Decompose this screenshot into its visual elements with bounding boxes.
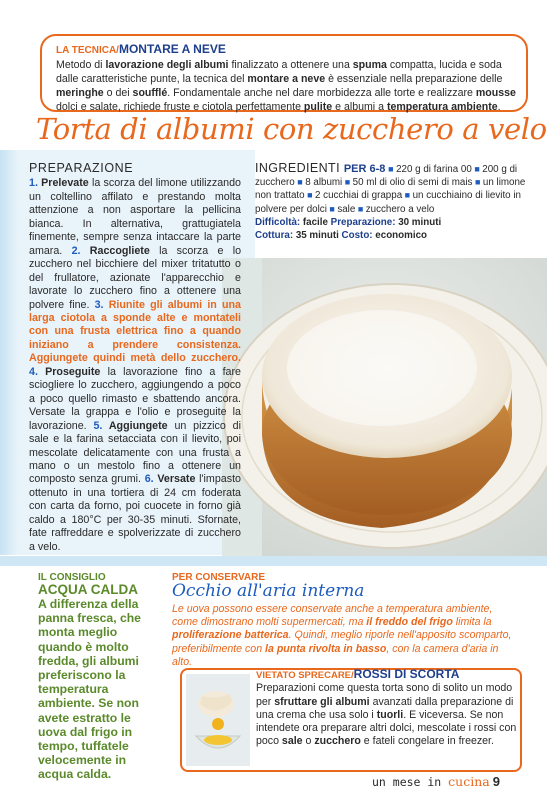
cook-time-value: 35 minuti bbox=[293, 230, 339, 242]
technique-kicker: LA TECNICA/ bbox=[56, 45, 119, 56]
difficulty-label: Difficoltà: bbox=[255, 216, 301, 228]
technique-run: finalizzato a ottenere una bbox=[228, 59, 353, 71]
preparation-run: 2. bbox=[71, 244, 90, 257]
recipe-meta bbox=[255, 216, 527, 242]
waste-run: o bbox=[302, 735, 315, 748]
preparation-run: Prelevate bbox=[41, 177, 89, 190]
technique-run: soufflé bbox=[132, 87, 168, 99]
ingredient-item: un limone non trattato bbox=[255, 177, 526, 202]
bullet-icon: ■ bbox=[472, 177, 483, 188]
preparation-run: Proseguite bbox=[45, 365, 101, 378]
storage-run: il freddo del frigo bbox=[366, 616, 453, 629]
tip-title: ACQUA CALDA bbox=[38, 582, 138, 597]
preparation-run: Riunite gli albumi in una larga ciotola a sponde alte e montateli con una frusta elettrica fino a quando iniziano a prendere consistenza. Aggiungete quindi metà dello zucchero. bbox=[29, 298, 241, 365]
preparation-section bbox=[29, 162, 241, 554]
preparation-run: un pizzico di sale e la farina setacciata con il lievito, poi mescolate delicatamente con una frusta a mano o un mestolo fino a ottenere un composto senza grumi. bbox=[29, 419, 241, 486]
ingredient-item: 220 g di farina 00 bbox=[396, 164, 472, 175]
waste-run: tuorli bbox=[376, 708, 404, 721]
technique-run: meringhe bbox=[56, 87, 104, 99]
waste-run: sfruttare gli albumi bbox=[274, 695, 370, 708]
technique-run: compatta, lucida e soda dalle caratteristiche punte, la tecnica del bbox=[56, 59, 502, 85]
bullet-icon: ■ bbox=[326, 203, 338, 214]
preparation-run: 1. bbox=[29, 177, 42, 190]
waste-run: avanzati dalla preparazione di una crema che usa solo i bbox=[256, 695, 514, 721]
cake-photo bbox=[222, 258, 547, 556]
waste-run: zucchero bbox=[314, 735, 361, 748]
technique-run: mousse bbox=[475, 87, 516, 99]
preparation-run: la scorza del limone utilizzando un coltellino affilato e prestando molta attenzione a non asportare la pellicina bianca. In alternativa, grattugiatela finemente, sempre senza intaccare la parte amara. bbox=[29, 177, 241, 257]
storage-section bbox=[172, 572, 512, 669]
waste-run: Preparazioni come questa torta sono di solito un modo per bbox=[256, 682, 513, 708]
tip-section bbox=[38, 572, 156, 782]
bullet-icon: ■ bbox=[355, 203, 366, 214]
page-footer bbox=[372, 774, 500, 789]
preparation-run: 4. bbox=[29, 365, 46, 378]
storage-body bbox=[172, 603, 512, 669]
technique-run: Metodo di bbox=[56, 59, 106, 71]
ingredients-section bbox=[255, 162, 527, 242]
servings: PER 6-8 bbox=[343, 163, 386, 175]
technique-run: pulite bbox=[303, 101, 333, 113]
preparation-run: Aggiungete bbox=[108, 419, 168, 432]
technique-box bbox=[40, 34, 528, 112]
technique-run: montare a neve bbox=[247, 73, 326, 85]
magazine-name: cucina bbox=[448, 774, 490, 789]
bullet-icon: ■ bbox=[342, 177, 353, 188]
storage-run: , con la camera d'aria in alto. bbox=[172, 642, 499, 668]
prep-time-value: 30 minuti bbox=[395, 216, 442, 228]
cost-label: Costo: bbox=[338, 230, 373, 242]
waste-body bbox=[256, 682, 516, 747]
waste-kicker: VIETATO SPRECARE/ bbox=[256, 670, 354, 681]
egg-photo bbox=[186, 674, 250, 766]
divider-bar bbox=[0, 556, 547, 566]
waste-run: sale bbox=[281, 735, 303, 748]
tip-body: A differenza della panna fresca, che monta meglio quando è molto fredda, gli albumi preferiscono la temperatura ambiente. Se non avete estratto le uova dal frigo in tempo, tuffatele velocemente in acqua calda. bbox=[38, 597, 141, 782]
waste-section bbox=[256, 668, 518, 749]
technique-run: . Fondamentale anche nel dare morbidezza alle torte e realizzare bbox=[167, 87, 476, 99]
bullet-icon: ■ bbox=[471, 164, 483, 174]
storage-run: limita la bbox=[452, 616, 492, 629]
technique-run: e albumi a bbox=[332, 101, 387, 113]
bullet-icon: ■ bbox=[402, 190, 413, 201]
waste-title: ROSSI DI SCORTA bbox=[353, 667, 460, 681]
recipe-title: Torta di albumi con zucchero a velo bbox=[36, 112, 547, 146]
waste-run: . E viceversa. Se non intendete ora preparare altri dolci, mescolate i rossi con poco bbox=[256, 708, 517, 748]
ingredient-item: 2 cucchiai di grappa bbox=[315, 190, 403, 202]
bullet-icon: ■ bbox=[294, 177, 306, 188]
page-number: 9 bbox=[492, 774, 500, 789]
preparation-run: 5. bbox=[93, 419, 109, 432]
technique-run: spuma bbox=[352, 59, 387, 71]
preparation-run: la scorza e lo zucchero nel bicchiere del mixer tritatutto o del frullatore, azionate l'apparecchio e lavorate lo zucchero fino a ottenere una polvere fine. bbox=[29, 244, 242, 311]
technique-run: lavorazione degli albumi bbox=[105, 59, 229, 71]
technique-run: . bbox=[497, 101, 501, 113]
preparation-run: la lavorazione fino a fare sciogliere lo zucchero, aggiungendo a poco a poco quello rimasto e sbattendo ancora. Versate la grappa e l'olio e proseguite la lavorazione. bbox=[29, 365, 241, 432]
technique-run: temperatura ambiente bbox=[386, 101, 498, 113]
ingredients-list bbox=[255, 162, 527, 216]
ingredient-item: zucchero a velo bbox=[365, 203, 435, 215]
ingredient-item: un cucchiaino di lievito in polvere per dolci bbox=[255, 190, 521, 215]
cost-value: economico bbox=[372, 230, 428, 242]
preparation-run: 3. bbox=[94, 298, 109, 311]
technique-text bbox=[56, 59, 516, 113]
difficulty-value: facile bbox=[300, 216, 328, 228]
tip-kicker: IL CONSIGLIO bbox=[38, 572, 106, 583]
technique-title: MONTARE A NEVE bbox=[118, 42, 226, 56]
storage-kicker: PER CONSERVARE bbox=[172, 572, 265, 583]
storage-run: Le uova possono essere conservate anche a temperatura ambiente, come dimostrano molti supermercati, ma bbox=[172, 603, 493, 629]
preparation-run: 6. bbox=[144, 473, 158, 486]
preparation-heading: PREPARAZIONE bbox=[29, 161, 134, 175]
cook-time-label: Cottura: bbox=[255, 230, 294, 242]
ingredient-item: 50 ml di olio di semi di mais bbox=[352, 177, 473, 189]
preparation-run: l'impasto ottenuto in una tortiera di 24 cm foderata con carta da forno, poi cuocete in forno già caldo a 180°C per 30-35 minuti. Sfornate, fate raffreddare e spolverizzate di zucchero a velo. bbox=[29, 473, 241, 553]
storage-run: . Quindi, meglio riporle nell'apposito scomparto, preferibilmente con bbox=[172, 629, 512, 655]
storage-run: la punta rivolta in basso bbox=[265, 642, 387, 655]
bullet-icon: ■ bbox=[304, 190, 316, 201]
technique-run: o dei bbox=[103, 87, 133, 99]
preparation-text bbox=[29, 177, 241, 554]
prep-time-label: Preparazione: bbox=[327, 216, 396, 228]
preparation-panel-shadow bbox=[0, 150, 18, 555]
storage-run: proliferazione batterica bbox=[172, 629, 289, 642]
ingredient-item: sale bbox=[337, 203, 356, 215]
bullet-icon: ■ bbox=[388, 164, 397, 174]
preparation-run: Versate bbox=[157, 473, 196, 486]
ingredients-heading: INGREDIENTI bbox=[255, 161, 344, 175]
technique-run: dolci e salate, richiede fruste e ciotola perfettamente bbox=[56, 101, 304, 113]
technique-run: è essenziale nella preparazione delle bbox=[325, 73, 503, 85]
waste-run: e fateli congelare in freezer. bbox=[360, 735, 494, 748]
ingredient-item: 200 g di zucchero bbox=[255, 164, 518, 189]
ingredient-item: 8 albumi bbox=[305, 177, 343, 189]
preparation-run: Raccogliete bbox=[89, 244, 150, 257]
storage-title: Occhio all'aria interna bbox=[172, 581, 365, 601]
footer-prefix: un mese in bbox=[372, 775, 449, 789]
